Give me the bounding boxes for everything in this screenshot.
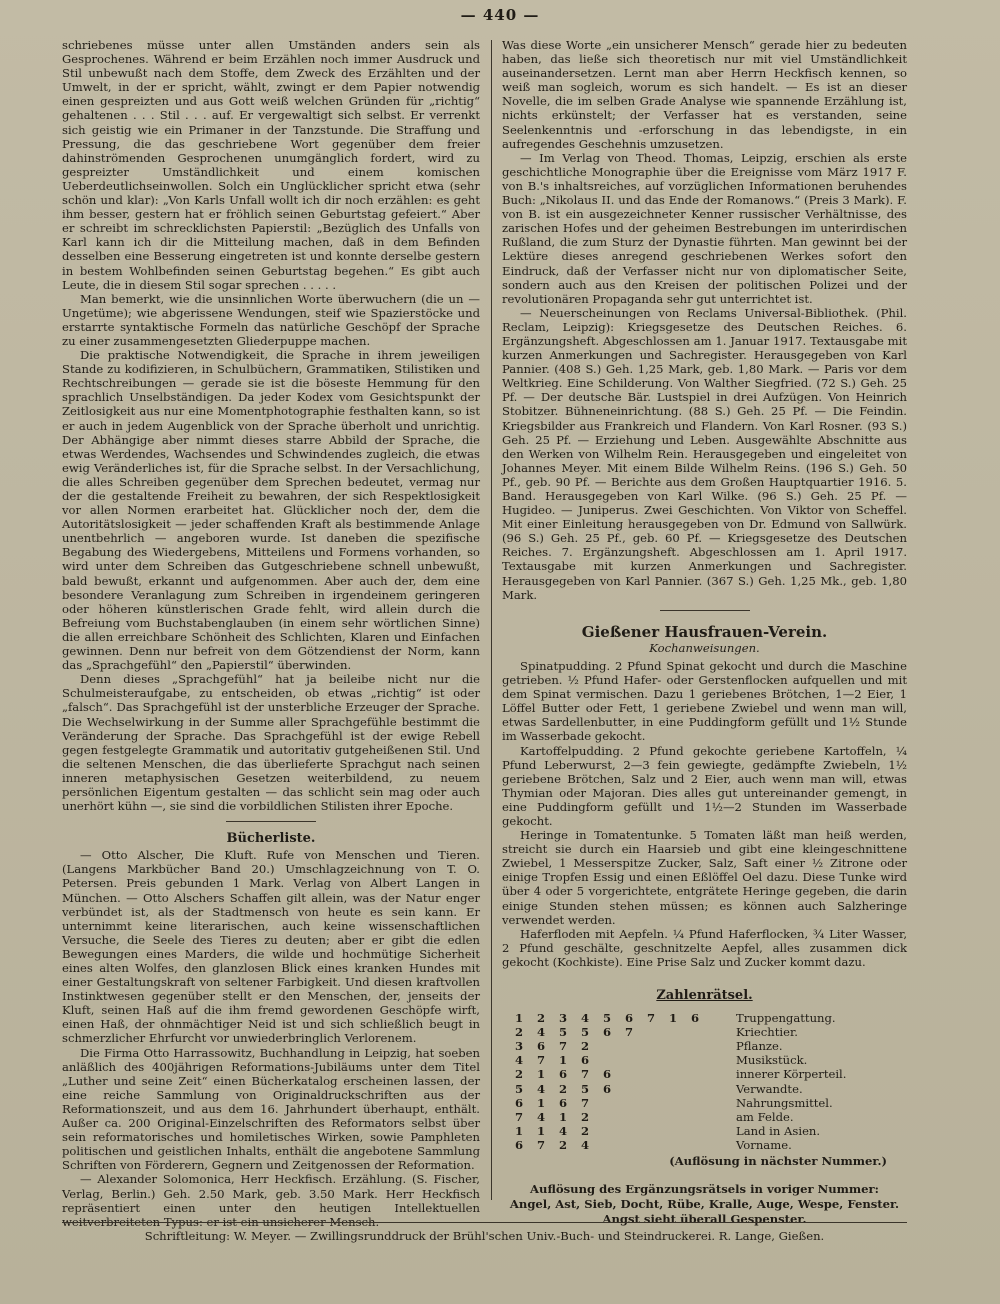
book-list-heading: Bücherliste. bbox=[226, 831, 316, 847]
section-divider bbox=[226, 821, 316, 822]
puzzle-row bbox=[508, 1110, 846, 1124]
puzzle-digit bbox=[618, 1110, 640, 1124]
puzzle-digit bbox=[618, 1067, 640, 1081]
puzzle-digit bbox=[640, 1110, 662, 1124]
puzzle-digit: 1 bbox=[558, 1109, 568, 1124]
puzzle-row bbox=[508, 1025, 846, 1039]
puzzle-digit: 6 bbox=[690, 1011, 700, 1026]
puzzle-digit bbox=[596, 1039, 618, 1053]
puzzle-digit: 4 bbox=[514, 1053, 524, 1068]
puzzle-digit: 5 bbox=[558, 1025, 568, 1040]
puzzle-clue: Nahrungsmittel. bbox=[736, 1095, 833, 1110]
essay-paragraph: Die praktische Notwendigkeit, die Sprache in ihrem jeweiligen Stande zu kodifizieren, in Schulbüchern, Grammatiken, Stilistiken und Rechtschreibungen — gerade sie ist die böseste Hemmung für den sprachlich Unselbständigen. Da jeder Kodex vom Gesichtspunkt der Zeitlosigkeit aus nur eine Momentphotographie festhalten kann, so ist er auch in jedem Augenblick von der Sprache überholt und unrichtig. Der Abhängige aber nimmt dieses starre Abbild der Sprache, die etwas Werdendes, Wachsendes und Schwindendes zugleich, die etwas ewig Veränderliches ist, für die Sprache selbst. In der Versachlichung, die alles Schreiben gegenüber dem Sprechen bedeutet, vermag nur der die gestaltende Freiheit zu bewahren, der sich Respektlosigkeit vor allen Normen erarbeitet hat. Glücklicher noch der, dem die Autoritätslosigkeit — jeder schaffenden Kraft als bestimmende Anlage unentbehrlich — angeboren wurde. Ist daneben die spezifische Begabung des Wiedergebens, Mitteilens und Formens vorhanden, so wird unter dem Schreiben das Gutgeschriebene schnell unbewußt, bald bewußt, erkannt und aufgenommen. Aber auch der, dem eine besondere Veranlagung zum Schreiben in irgendeinem geringeren oder höheren künstlerischen Grade fehlt, wird allein durch die Befreiung vom Buchstabenglauben (in einem sehr wörtlichen Sinne) die allen erreichbare Schönheit des Schlichten, Klaren und Einfachen gewinnen. Denn nur befreit von dem Götzendienst der Norm, kann das „Sprachgefühl“ den „Papierstil“ überwinden. bbox=[62, 348, 480, 673]
puzzle-clue: Vorname. bbox=[736, 1137, 792, 1152]
puzzle-digit: 6 bbox=[558, 1067, 568, 1082]
puzzle-digit: 5 bbox=[580, 1025, 590, 1040]
puzzle-clue: Truppengattung. bbox=[736, 1011, 836, 1026]
puzzle-digit bbox=[684, 1067, 706, 1081]
recipe: Kartoffelpudding. 2 Pfund gekochte geriebene Kartoffeln, ¼ Pfund Leberwurst, 2—3 fein gewiegte, gedämpfte Zwiebeln, 1½ geriebene Brötchen, Salz und 2 Eier, auch wenn man will, etwas Thymian oder Majoran. Dies alles gut untereinander gemengt, in eine Puddingform gefüllt und 1½—2 Stunden im Wasserbade gekocht. bbox=[502, 743, 907, 828]
puzzle-digit: 6 bbox=[514, 1095, 524, 1110]
puzzle-row bbox=[508, 1082, 846, 1096]
puzzle-digit bbox=[684, 1053, 706, 1067]
right-column bbox=[502, 38, 907, 1227]
puzzle-digit: 6 bbox=[558, 1095, 568, 1110]
left-column bbox=[62, 38, 480, 1229]
puzzle-clue: innerer Körperteil. bbox=[736, 1067, 847, 1082]
puzzle-digit: 7 bbox=[536, 1137, 546, 1152]
puzzle-digit: 1 bbox=[558, 1053, 568, 1068]
puzzle-digit bbox=[684, 1039, 706, 1053]
puzzle-row bbox=[508, 1124, 846, 1138]
puzzle-digit: 7 bbox=[558, 1039, 568, 1054]
puzzle-clue: Musikstück. bbox=[736, 1053, 808, 1068]
imprint-footer: Schriftleitung: W. Meyer. — Zwillingsrunddruck der Brühl'schen Univ.-Buch- und Steindruckerei. R. Lange, Gießen. bbox=[62, 1222, 907, 1243]
puzzle-digit: 6 bbox=[602, 1025, 612, 1040]
puzzle-digit: 6 bbox=[602, 1081, 612, 1096]
book-review: Die Firma Otto Harrassowitz, Buchhandlung in Leipzig, hat soeben anläßlich des 400jährigen Reformations-Jubiläums unter dem Titel „Luther und seine Zeit“ einen Bücherkatalog erscheinen lassen, der eine reiche Sammlung von Originaldruckschriften aus der Reformationszeit, und aus dem 16. Jahrhundert überhaupt, enthält. Außer ca. 200 Original-Einzelschriften des Reformators selbst über sein reformatorisches und homiletisches Wirken, sowie Pamphleten politischen und geistlichen Inhalts, enthält die angebotene Sammlung Schriften von Förderern, Gegnern und Zeitgenossen der Reformation. bbox=[62, 1045, 480, 1173]
puzzle-digit bbox=[684, 1138, 706, 1152]
puzzle-digit: 5 bbox=[580, 1081, 590, 1096]
puzzle-digit: 1 bbox=[668, 1011, 678, 1026]
puzzle-digit bbox=[596, 1053, 618, 1067]
puzzle-digit: 6 bbox=[536, 1039, 546, 1054]
puzzle-digit: 7 bbox=[624, 1025, 634, 1040]
puzzle-digit: 4 bbox=[536, 1025, 546, 1040]
association-heading: Gießener Hausfrauen-Verein. bbox=[581, 622, 828, 641]
puzzle-row bbox=[508, 1067, 846, 1081]
puzzle-digit: 4 bbox=[536, 1109, 546, 1124]
puzzle-clue: am Felde. bbox=[736, 1109, 794, 1124]
puzzle-digit: 4 bbox=[536, 1081, 546, 1096]
puzzle-digit: 4 bbox=[580, 1137, 590, 1152]
puzzle-clue: Land in Asien. bbox=[736, 1123, 821, 1138]
puzzle-digit: 2 bbox=[536, 1011, 546, 1026]
puzzle-digit bbox=[684, 1025, 706, 1039]
puzzle-digit bbox=[640, 1124, 662, 1138]
puzzle-digit bbox=[662, 1096, 684, 1110]
puzzle-digit bbox=[662, 1067, 684, 1081]
recipe: Spinatpudding. 2 Pfund Spinat gekocht und durch die Maschine getrieben. ½ Pfund Hafer- oder Gerstenflocken aufquellen und mit dem Spinat vermischen. Dazu 1 geriebenes Brötchen, 1—2 Eier, 1 Löffel Butter oder Fett, 1 geriebene Zwiebel und wenn man will, etwas Sardellenbutter, in eine Puddingform gefüllt und 1½ Stunde im Wasserbade gekocht. bbox=[502, 658, 907, 744]
puzzle-digit bbox=[596, 1138, 618, 1152]
puzzle-digit bbox=[640, 1053, 662, 1067]
puzzle-digit bbox=[662, 1025, 684, 1039]
column-rule bbox=[491, 40, 492, 1200]
puzzle-digit bbox=[618, 1039, 640, 1053]
puzzle-digit bbox=[662, 1082, 684, 1096]
essay-paragraph: schriebenes müsse unter allen Umständen anders sein als Gesprochenes. Während er beim Erzählen noch immer Ausdruck und Stil unbewußt nach dem Stoffe, dem Zweck des Erzählten und der Umwelt, in der er spricht, wählt, zwingt er dem Papier notwendig einen gespreizten und aus Gott weiß welchen Gründen für „richtig“ gehaltenen . . . Stil . . . auf. Er vergewaltigt sich selbst. Er verrenkt sich geistig wie ein Primaner in der Tanzstunde. Die Straffung und Pressung, die das geschriebene Wort gegenüber dem freier dahinströmenden Gesprochenen unumgänglich fordert, wird zu gespreizter Umständlichkeit und einem komischen Ueberdeutlichseinwollen. Solch ein Unglücklicher spricht etwa (sehr schön und klar): „Von Karls Unfall wollt ich dir noch erzählen: es geht ihm besser, gestern hat er fröhlich seinen Geburtstag gefeiert.“ Aber er schreibt im schrecklichsten Papierstil: „Bezüglich des Unfalls von Karl kann ich dir die Mitteilung machen, daß in dem Befinden desselben eine Besserung eingetreten ist und konnte derselbe gestern in bestem Wohlbefinden seinen Geburtstag begehen.“ Es gibt auch Leute, die in diesem Stil sogar sprechen . . . . . bbox=[62, 38, 480, 292]
puzzle-digit: 6 bbox=[624, 1011, 634, 1026]
puzzle-row bbox=[508, 1039, 846, 1053]
puzzle-digit: 7 bbox=[514, 1109, 524, 1124]
review-paragraph: — Neuerscheinungen von Reclams Universal-Bibliothek. (Phil. Reclam, Leipzig): Kriegsgesetze des Deutschen Reiches. 6. Ergänzungsheft. Abgeschlossen am 1. Januar 1917. Textausgabe mit kurzen Anmerkungen und Sachregister. Herausgegeben von Karl Pannier. (408 S.) Geh. 1,25 Mark, geb. 1,80 Mark. — Paris vor dem Weltkrieg. Eine Schilderung. Von Walther Siegfried. (72 S.) Geh. 25 Pf. — Der deutsche Bär. Lustspiel in drei Aufzügen. Von Heinrich Stobitzer. Bühneneinrichtung. (88 S.) Geh. 25 Pf. — Die Feindin. Kriegsbilder aus Frankreich und Flandern. Von Karl Rosner. (93 S.) Geh. 25 Pf. — Erziehung und Leben. Ausgewählte Abschnitte aus den Werken von Wilhelm Rein. Herausgegeben und eingeleitet von Johannes Meyer. Mit einem Bilde Wilhelm Reins. (196 S.) Geh. 50 Pf., geb. 90 Pf. — Berichte aus dem Großen Hauptquartier 1916. 5. Band. Herausgegeben von Karl Wilke. (96 S.) Geh. 25 Pf. — Hugideo. — Juniperus. Zwei Geschichten. Von Viktor von Scheffel. Mit einer Einleitung herausgegeben von Dr. Edmund von Sallwürk. (96 S.) Geh. 25 Pf., geb. 60 Pf. — Kriegsgesetze des Deutschen Reiches. 7. Ergänzungsheft. Abgeschlossen am 1. April 1917. Textausgabe mit kurzen Anmerkungen und Sachregister. Herausgegeben von Karl Pannier. (367 S.) Geh. 1,25 Mk., geb. 1,80 Mark. bbox=[502, 305, 907, 602]
puzzle-digit: 2 bbox=[514, 1067, 524, 1082]
puzzle-digit bbox=[662, 1110, 684, 1124]
page-number: — 440 — bbox=[460, 6, 540, 24]
puzzle-digit: 6 bbox=[602, 1067, 612, 1082]
puzzle-digit: 2 bbox=[558, 1081, 568, 1096]
puzzle-clue: Pflanze. bbox=[736, 1039, 783, 1054]
puzzle-digit: 4 bbox=[558, 1123, 568, 1138]
puzzle-clue: Verwandte. bbox=[736, 1081, 803, 1096]
solution-title: Auflösung des Ergänzungsrätsels in voriger Nummer: bbox=[530, 1182, 879, 1197]
puzzle-digit bbox=[684, 1124, 706, 1138]
puzzle-digit: 3 bbox=[558, 1011, 568, 1026]
puzzle-digit: 7 bbox=[580, 1067, 590, 1082]
book-review: — Alexander Solomonica, Herr Heckfisch. Erzählung. (S. Fischer, Verlag, Berlin.) Geh. 2.50 Mark, geb. 3.50 Mark. Herr Heckfisch repräsentiert einen unter den heutigen Intellektuellen weitverbreiteten Typus: er ist ein unsicherer Mensch. bbox=[62, 1172, 480, 1229]
solution-block bbox=[502, 1182, 907, 1227]
puzzle-digit bbox=[662, 1053, 684, 1067]
puzzle-digit bbox=[662, 1124, 684, 1138]
solution-final: Angst sieht überall Gespenster. bbox=[602, 1212, 807, 1227]
puzzle-digit bbox=[640, 1096, 662, 1110]
puzzle-digit bbox=[640, 1067, 662, 1081]
puzzle-digit bbox=[618, 1096, 640, 1110]
puzzle-digit: 6 bbox=[580, 1053, 590, 1068]
book-review: — Otto Alscher, Die Kluft. Rufe von Menschen und Tieren. (Langens Markbücher Band 20.) Umschlagzeichnung von T. O. Petersen. Preis gebunden 1 Mark. Verlag von Albert Langen in München. — Otto Alschers Schaffen gilt allein, was der Natur enger verbündet ist, als der Stadtmensch von heute es sein kann. Er unternimmt keine literarischen, auch keine wissenschaftlichen Versuche, die Seele des Tieres zu deuten; aber er gibt die edlen Bewegungen eines Marders, die wilde und hochmütige Sicherheit eines alten Wolfes, den glanzlosen Blick eines kranken Hundes mit einer Gestaltungskraft von seltener Farbigkeit. Und diesen kraftvollen Instinktwesen gegenüber stellt er den Menschen, der, jenseits der Kluft, seinen Haß auf die ihm fremd gewordenen Geschöpfe wirft, einen Haß, der ohnmächtiger Neid ist und sich schließlich beugt in schmerzlicher Ehrfurcht vor unwiederbringlich Verlorenem. bbox=[62, 848, 480, 1046]
puzzle-digit bbox=[662, 1138, 684, 1152]
recipe: Heringe in Tomatentunke. 5 Tomaten läßt man heiß werden, streicht sie durch ein Haarsieb und gibt eine kleingeschnittene Zwiebel, 1 Messerspitze Zucker, Salz, Saft einer ½ Zitrone oder einige Tropfen Essig und einen Eßlöffel Oel dazu. Diese Tunke wird über 4 oder 5 vorgerichtete, entgrätete Heringe gegeben, die darin einige Stunden stehen müssen; es können auch Salzheringe verwendet werden. bbox=[502, 828, 907, 927]
puzzle-digit bbox=[618, 1138, 640, 1152]
review-paragraph: — Im Verlag von Theod. Thomas, Leipzig, erschien als erste geschichtliche Monographie über die Ereignisse vom März 1917 F. von B.'s inhaltsreiches, auf vorzüglichen Informationen beruhendes Buch: „Nikolaus II. und das Ende der Romanows.“ (Preis 3 Mark). F. von B. ist ein ausgezeichneter Kenner russischer Verhältnisse, des zarischen Hofes und der geheimen Bestrebungen im unterirdischen Rußland, die zum Sturz der Dynastie führten. Man gewinnt bei der Lektüre dieses anregend geschriebenen Werkes sofort den Eindruck, daß der Verfasser nicht nur von diplomatischer Seite, sondern auch aus den Kreisen der politischen Polizei und der revolutionären Propaganda sehr gut unterrichtet ist. bbox=[502, 150, 907, 306]
solution-words: Angel, Ast, Sieb, Docht, Rübe, Kralle, Auge, Wespe, Fenster. bbox=[509, 1197, 900, 1212]
puzzle-row bbox=[508, 1011, 846, 1025]
puzzle-digit: 1 bbox=[536, 1095, 546, 1110]
puzzle-digit bbox=[640, 1082, 662, 1096]
puzzle-note: (Auflösung in nächster Nummer.) bbox=[669, 1154, 887, 1169]
puzzle-digit: 7 bbox=[580, 1095, 590, 1110]
recipe: Haferfloden mit Aepfeln. ¼ Pfund Haferflocken, ¾ Liter Wasser, 2 Pfund geschälte, geschnitzelte Aepfel, alles zusammen dick gekocht (Kochkiste). Eine Prise Salz und Zucker kommt dazu. bbox=[502, 926, 907, 969]
puzzle-digit bbox=[684, 1096, 706, 1110]
puzzle-digit: 2 bbox=[580, 1109, 590, 1124]
puzzle-digit: 7 bbox=[646, 1011, 656, 1026]
puzzle-row bbox=[508, 1096, 846, 1110]
number-puzzle bbox=[508, 1011, 846, 1152]
puzzle-digit: 1 bbox=[536, 1067, 546, 1082]
puzzle-clue: Kriechtier. bbox=[736, 1025, 798, 1040]
puzzle-digit bbox=[640, 1039, 662, 1053]
section-divider bbox=[660, 610, 750, 611]
recipes-subheading: Kochanweisungen. bbox=[649, 640, 760, 655]
puzzle-digit bbox=[596, 1096, 618, 1110]
puzzle-digit: 5 bbox=[602, 1011, 612, 1026]
puzzle-digit bbox=[618, 1124, 640, 1138]
essay-paragraph: Denn dieses „Sprachgefühl“ hat ja beileibe nicht nur die Schulmeisteraufgabe, zu entscheiden, ob etwas „richtig“ ist oder „falsch“. Das Sprachgefühl ist der unsterbliche Erzeuger der Sprache. Die Wechselwirkung in der Summe aller Sprachgefühle bestimmt die Veränderung der Sprache. Das Sprachgefühl ist der ewige Rebell gegen festgelegte Grammatik und autoritativ gutgeheißenen Stil. Und die seltenen Menschen, die das überlieferte Sprachgut nach seinen inneren metaphysischen Gesetzen weiterbildend, zu neuem persönlichen Eigentum gestalten — das schlicht sein mag oder auch unerhört kühn —, sie sind die vorbildlichen Stilisten ihrer Epoche. bbox=[62, 672, 480, 814]
puzzle-digit bbox=[596, 1110, 618, 1124]
puzzle-digit bbox=[684, 1082, 706, 1096]
puzzle-digit: 2 bbox=[514, 1025, 524, 1040]
puzzle-digit: 5 bbox=[514, 1081, 524, 1096]
puzzle-digit bbox=[618, 1082, 640, 1096]
puzzle-digit bbox=[596, 1124, 618, 1138]
puzzle-digit: 1 bbox=[514, 1123, 524, 1138]
puzzle-digit: 2 bbox=[580, 1123, 590, 1138]
puzzle-digit: 1 bbox=[536, 1123, 546, 1138]
puzzle-digit bbox=[618, 1053, 640, 1067]
puzzle-digit: 3 bbox=[514, 1039, 524, 1054]
puzzle-digit: 1 bbox=[514, 1011, 524, 1026]
puzzle-title: Zahlenrätsel. bbox=[656, 988, 753, 1003]
puzzle-row bbox=[508, 1053, 846, 1067]
puzzle-digit: 6 bbox=[514, 1137, 524, 1152]
puzzle-digit: 7 bbox=[536, 1053, 546, 1068]
puzzle-digit: 4 bbox=[580, 1011, 590, 1026]
puzzle-row bbox=[508, 1138, 846, 1152]
puzzle-digit: 2 bbox=[580, 1039, 590, 1054]
review-paragraph: Was diese Worte „ein unsicherer Mensch“ gerade hier zu bedeuten haben, das ließe sich theoretisch nur mit viel Umständlichkeit auseinandersetzen. Lernt man aber Herrn Heckfisch kennen, so weiß man sogleich, worum es sich handelt. — Es ist an dieser Novelle, die im selben Grade Analyse wie spannende Erzählung ist, nichts erkünstelt; der Verfasser hat es verstanden, seine Seelenkenntnis und -erforschung in das lebendigste, in ein aufregendes Geschehnis umzusetzen. bbox=[502, 38, 907, 151]
puzzle-digit bbox=[640, 1138, 662, 1152]
puzzle-digit bbox=[684, 1110, 706, 1124]
puzzle-digit bbox=[662, 1039, 684, 1053]
puzzle-digit bbox=[640, 1025, 662, 1039]
puzzle-digit: 2 bbox=[558, 1137, 568, 1152]
essay-paragraph: Man bemerkt, wie die unsinnlichen Worte überwuchern (die un — Ungetüme); wie abgerissene Wendungen, steif wie Spazierstöcke und erstarrte syntaktische Formeln das natürliche Geschöpf der Sprache zu einer zusammengesetzten Gliederpuppe machen. bbox=[62, 291, 480, 348]
